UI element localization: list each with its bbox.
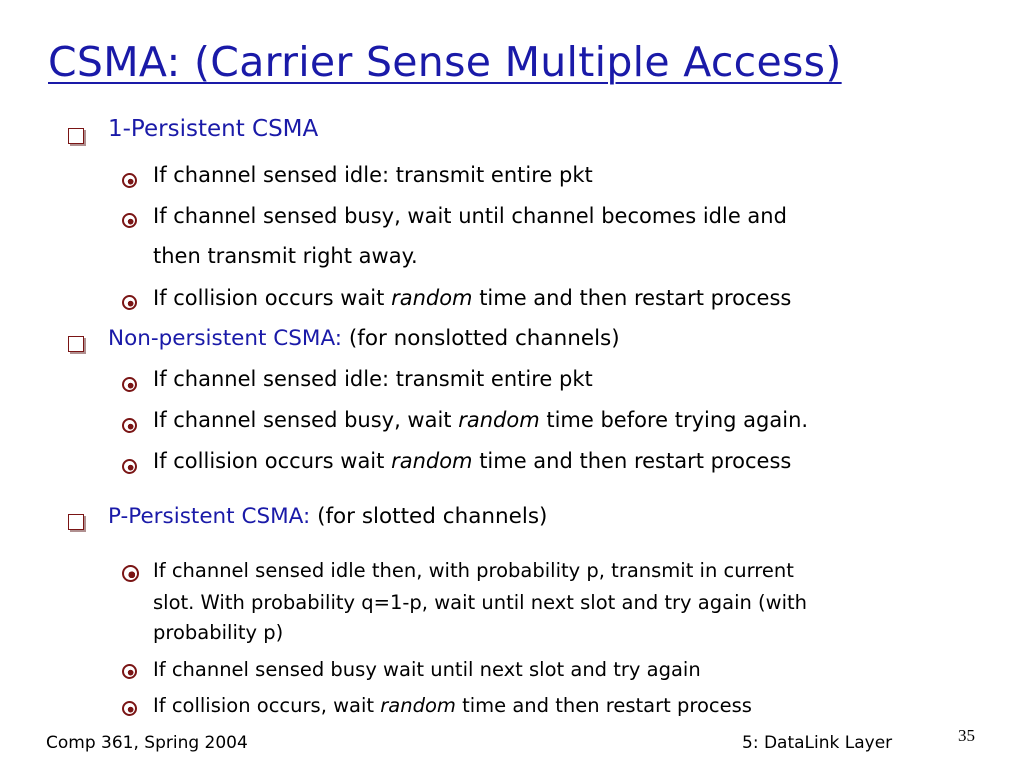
bullet-text-emphasis: random: [380, 694, 456, 717]
bullet-text: If channel sensed busy, wait until channel becomes idle and: [153, 204, 787, 228]
section-heading-note: (for nonslotted channels): [342, 326, 620, 351]
bullet-text: [153, 408, 808, 432]
bullet-text-post: time and then restart process: [472, 286, 792, 310]
circle-bullet-icon: [122, 295, 137, 310]
bullet-text: [153, 286, 791, 310]
bullet-text-pre: If collision occurs, wait: [153, 694, 381, 717]
circle-bullet-icon: [122, 459, 137, 474]
section-heading-1-persistent: [108, 116, 318, 142]
section-heading-text: Non-persistent CSMA:: [108, 326, 343, 351]
bullet-text-emphasis: random: [391, 449, 473, 473]
footer-chapter: 5: DataLink Layer: [742, 733, 893, 753]
circle-bullet-icon: [122, 664, 137, 679]
bullet-text-continuation: then transmit right away.: [153, 244, 418, 268]
slide-title: CSMA: (Carrier Sense Multiple Access): [48, 38, 842, 86]
bullet-text: If channel sensed idle: transmit entire pkt: [153, 163, 593, 187]
section-heading-note: (for slotted channels): [310, 504, 548, 529]
section-heading-non-persistent: [108, 326, 620, 351]
bullet-text-emphasis: random: [458, 408, 540, 432]
section-heading-p-persistent: [108, 504, 547, 529]
bullet-text: If channel sensed idle: transmit entire pkt: [153, 367, 593, 391]
bullet-text-pre: If collision occurs wait: [153, 449, 392, 473]
bullet-text-pre: If collision occurs wait: [153, 286, 392, 310]
square-bullet-icon: [68, 336, 84, 352]
footer-course: Comp 361, Spring 2004: [46, 733, 248, 753]
bullet-text: [153, 449, 791, 473]
bullet-text: If channel sensed idle then, with probability p, transmit in current: [153, 559, 794, 582]
section-heading-text: 1-Persistent CSMA: [108, 116, 319, 142]
bullet-text: [153, 694, 752, 717]
bullet-text-post: time and then restart process: [472, 449, 792, 473]
bullet-text-post: time and then restart process: [455, 694, 752, 717]
bullet-text-post: time before trying again.: [539, 408, 809, 432]
circle-bullet-icon: [122, 701, 137, 716]
circle-bullet-icon: [122, 377, 137, 392]
bullet-text-continuation: slot. With probability q=1-p, wait until next slot and try again (with: [153, 591, 808, 614]
section-heading-text: P-Persistent CSMA:: [108, 504, 311, 529]
bullet-text-emphasis: random: [391, 286, 473, 310]
bullet-text-continuation: probability p): [153, 621, 284, 644]
circle-bullet-icon: [122, 173, 137, 188]
square-bullet-icon: [68, 514, 84, 530]
circle-bullet-icon: [122, 213, 137, 228]
circle-bullet-icon: [122, 418, 137, 433]
square-bullet-icon: [68, 128, 84, 144]
circle-bullet-icon: [122, 565, 139, 582]
page-number: 35: [958, 726, 975, 745]
bullet-text: If channel sensed busy wait until next slot and try again: [153, 658, 701, 681]
bullet-text-pre: If channel sensed busy, wait: [153, 408, 459, 432]
